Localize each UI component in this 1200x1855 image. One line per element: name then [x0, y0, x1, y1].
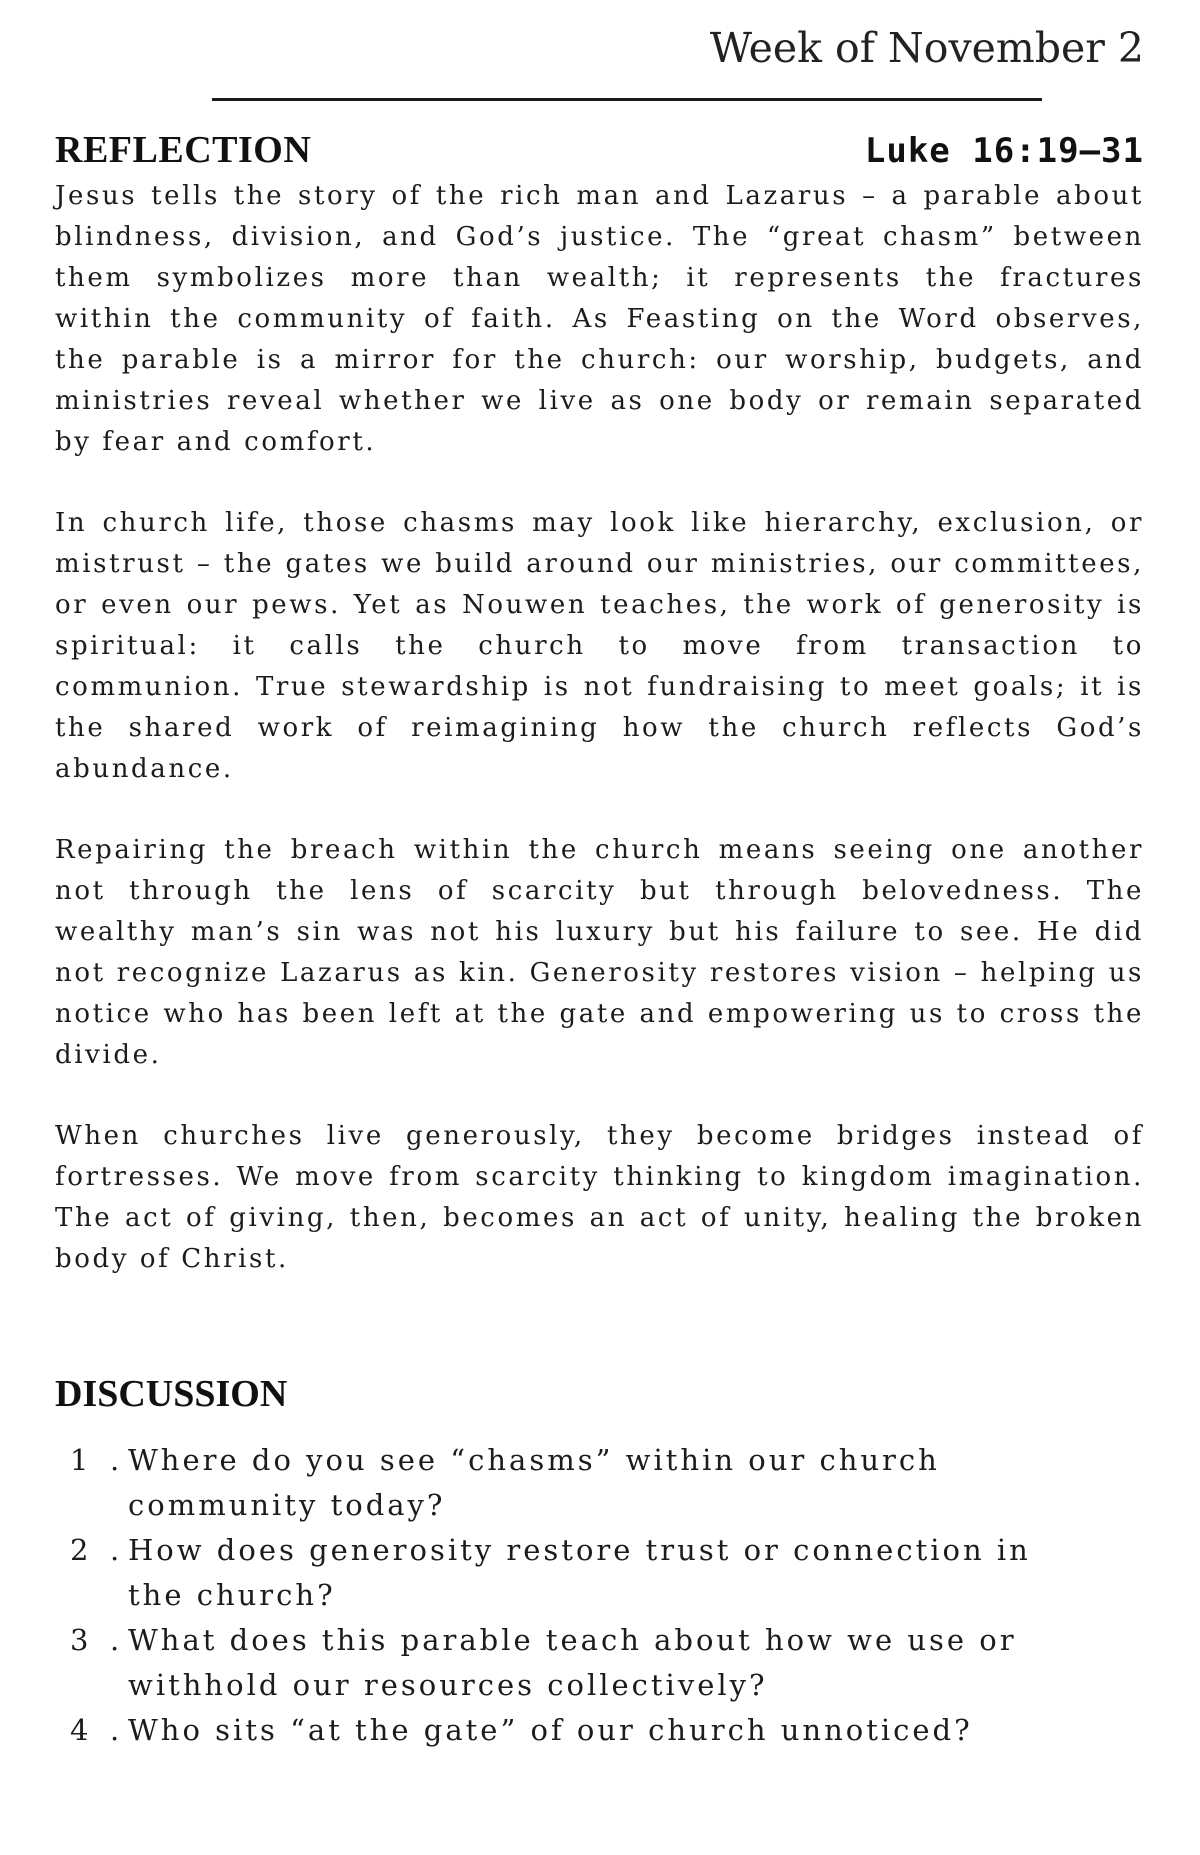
question-number: 1 [70, 1443, 92, 1477]
reflection-paragraph-1: Jesus tells the story of the rich man and Lazarus – a parable about blindness, division, and God’s justice. The “great chasm” between them symbolizes more than wealth; it represents the fractures within the community of faith. As Feasting on the Word observes, the parable is a mirror for the church: our worship, budgets, and ministries reveal whether we live as one body or remain separated by fear and comfort. [55, 181, 1144, 457]
discussion-question-1: 1 . Where do you see “chasms” within our church community today? [70, 1438, 1090, 1528]
discussion-question-4: 4 . Who sits “at the gate” of our church unnoticed? [70, 1708, 1090, 1753]
reflection-body [55, 176, 1144, 1320]
question-text: Who sits “at the gate” of our church unnoticed? [128, 1713, 973, 1747]
reflection-paragraph-3: Repairing the breach within the church means seeing one another not through the lens of scarcity but through belovedness. The wealthy man’s sin was not his luxury but his failure to see. He did not recognize Lazarus as kin. Generosity restores vision – helping us notice who has been left at the gate and empowering us to cross the divide. [55, 835, 1144, 1070]
question-text: How does generosity restore trust or connection in the church? [128, 1533, 1031, 1612]
question-number: 2 [70, 1533, 92, 1567]
question-text: What does this parable teach about how we use or withhold our resources collectively? [128, 1623, 1017, 1702]
reflection-title: REFLECTION [55, 129, 312, 171]
scripture-reference: Luke 16:19–31 [864, 131, 1144, 171]
discussion-questions [70, 1438, 1090, 1753]
question-number: 3 [70, 1623, 92, 1657]
question-number: 4 [70, 1713, 92, 1747]
question-text: Where do you see “chasms” within our church community today? [128, 1443, 940, 1522]
header-divider [212, 98, 1042, 101]
discussion-question-2: 2 . How does generosity restore trust or connection in the church? [70, 1528, 1090, 1618]
week-heading: Week of November 2 [709, 24, 1144, 72]
reflection-paragraph-2: In church life, those chasms may look like hierarchy, exclusion, or mistrust – the gates we build around our ministries, our committees, or even our pews. Yet as Nouwen teaches, the work of generosity is spiritual: it calls the church to move from transaction to communion. True stewardship is not fundraising to meet goals; it is the shared work of reimagining how the church reflects God’s abundance. [55, 508, 1144, 784]
reflection-header [55, 128, 1144, 174]
discussion-title: DISCUSSION [55, 1373, 288, 1415]
discussion-question-3: 3 . What does this parable teach about how we use or withhold our resources collectively? [70, 1618, 1090, 1708]
reflection-paragraph-4: When churches live generously, they become bridges instead of fortresses. We move from scarcity thinking to kingdom imagination. The act of giving, then, becomes an act of unity, healing the broken body of Christ. [55, 1121, 1144, 1274]
